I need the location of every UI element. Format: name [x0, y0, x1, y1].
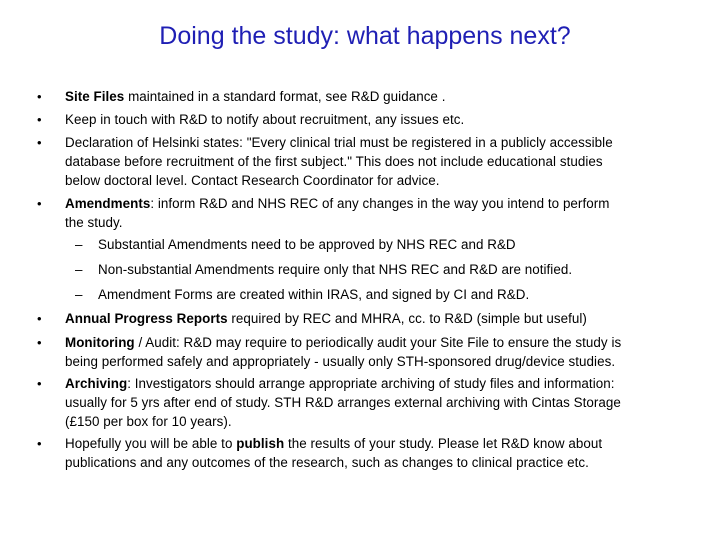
dash-icon: –	[75, 262, 83, 277]
item-line: Declaration of Helsinki states: "Every clinical trial must be registered in a publicly accessible	[65, 135, 613, 150]
item-line: publications and any outcomes of the research, such as changes to clinical practice etc.	[65, 455, 589, 470]
dash-icon: –	[75, 287, 83, 302]
bullet-icon: •	[37, 112, 42, 127]
bullet-icon: •	[37, 196, 42, 211]
bullet-icon: •	[37, 135, 42, 150]
item-line: database before recruitment of the first subject." This does not include educational studies	[65, 154, 603, 169]
item-text: Keep in touch with R&D to notify about recruitment, any issues etc.	[65, 112, 465, 127]
item-line: : Investigators should arrange appropriate archiving of study files and information:	[127, 376, 615, 391]
bullet-icon: •	[37, 376, 42, 391]
bullet-icon: •	[37, 89, 42, 104]
item-bold: Amendments	[65, 196, 151, 211]
item-pre: Hopefully you will be able to	[65, 436, 237, 451]
item-rest: required by REC and MHRA, cc. to R&D (simple but useful)	[227, 311, 587, 326]
item-text	[65, 87, 690, 106]
item-text	[65, 133, 690, 190]
item-text	[65, 309, 690, 328]
item-bold: Archiving	[65, 376, 128, 391]
item-text	[65, 374, 690, 431]
item-text: Amendment Forms are created within IRAS, and signed by CI and R&D.	[98, 287, 530, 302]
item-line: : inform R&D and NHS REC of any changes in the way you intend to perform	[150, 196, 610, 211]
bullet-icon: •	[37, 335, 42, 350]
bullet-icon: •	[37, 436, 42, 451]
bullet-icon: •	[37, 311, 42, 326]
item-line: the results of your study. Please let R&D know about	[284, 436, 603, 451]
item-line: the study.	[65, 215, 123, 230]
dash-icon: –	[75, 237, 83, 252]
item-line: usually for 5 yrs after end of study. STH R&D arranges external archiving with Cintas Storage	[65, 395, 621, 410]
item-bold: Monitoring	[65, 335, 135, 350]
item-text: Substantial Amendments need to be approved by NHS REC and R&D	[98, 237, 516, 252]
item-bold: publish	[236, 436, 285, 451]
item-line: / Audit: R&D may require to periodically audit your Site File to ensure the study is	[134, 335, 622, 350]
item-line: (£150 per box for 10 years).	[65, 414, 232, 429]
item-rest: maintained in a standard format, see R&D guidance .	[124, 89, 446, 104]
item-bold: Annual Progress Reports	[65, 311, 228, 326]
item-text	[65, 333, 690, 371]
slide-title: Doing the study: what happens next?	[159, 22, 571, 50]
item-line: being performed safely and appropriately - usually only STH-sponsored drug/device studies.	[65, 354, 616, 369]
item-text: Non-substantial Amendments require only that NHS REC and R&D are notified.	[98, 262, 573, 277]
item-text	[65, 194, 690, 232]
item-line: below doctoral level. Contact Research Coordinator for advice.	[65, 173, 440, 188]
item-text	[65, 434, 690, 472]
item-bold: Site Files	[65, 89, 125, 104]
